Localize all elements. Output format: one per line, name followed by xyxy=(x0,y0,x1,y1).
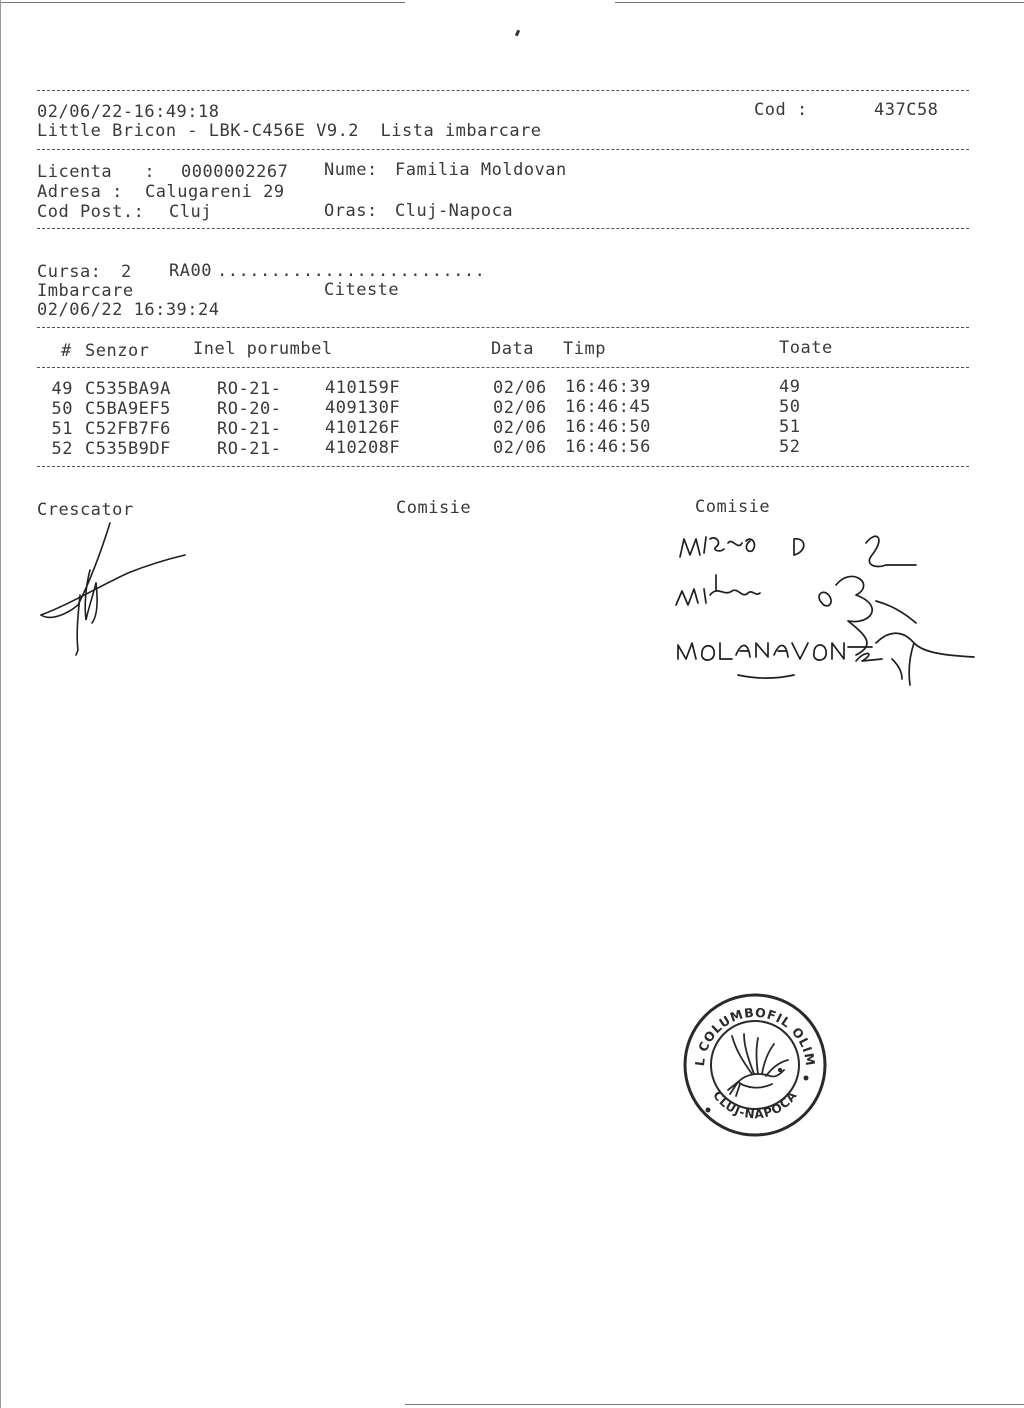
row-timp: 16:46:39 xyxy=(565,377,651,397)
scan-edge-bottom xyxy=(405,1404,1024,1405)
divider xyxy=(37,466,969,467)
scan-edge-left xyxy=(0,0,1,1408)
oras-label: Oras: xyxy=(324,201,378,221)
crescator-signature xyxy=(38,515,188,660)
col-header-data: Data xyxy=(491,339,534,359)
divider xyxy=(37,149,969,150)
row-num: 49 xyxy=(51,379,73,399)
row-inel-prefix: RO-21- xyxy=(217,419,282,439)
adresa-value: Calugareni 29 xyxy=(145,182,285,202)
row-data: 02/06 xyxy=(493,378,547,398)
cod-value: 437C58 xyxy=(874,100,939,120)
cod-label: Cod : xyxy=(754,100,808,120)
row-data: 02/06 xyxy=(493,418,547,438)
comisie-label: Comisie xyxy=(396,498,472,518)
row-inel-prefix: RO-20- xyxy=(217,399,282,419)
row-num: 52 xyxy=(51,439,73,459)
row-inel-prefix: RO-21- xyxy=(217,439,282,459)
dot-leader: ......................... xyxy=(217,261,486,281)
codpost-label: Cod Post.: xyxy=(37,202,145,222)
row-toate: 51 xyxy=(779,417,801,437)
header-title: Little Bricon - LBK-C456E V9.2 Lista imbarcare xyxy=(37,121,542,141)
cursa-label: Cursa: xyxy=(37,262,102,282)
licenta-value: 0000002267 xyxy=(181,162,289,182)
scan-edge-top-left xyxy=(0,2,405,3)
row-senzor: C535BA9A xyxy=(85,379,171,399)
crescator-label: Crescator xyxy=(37,500,134,520)
col-header-toate: Toate xyxy=(779,338,833,358)
scan-speck xyxy=(515,30,520,37)
row-inel-nr: 410159F xyxy=(325,378,401,398)
comisie-label: Comisie xyxy=(695,497,771,517)
col-header-timp: Timp xyxy=(563,339,606,359)
divider xyxy=(37,228,969,229)
codpost-value: Cluj xyxy=(169,202,212,222)
row-data: 02/06 xyxy=(493,438,547,458)
col-header-inel: Inel porumbel xyxy=(193,339,333,359)
col-header-num: # xyxy=(61,341,72,361)
row-timp: 16:46:56 xyxy=(565,437,651,457)
row-num: 51 xyxy=(51,419,73,439)
row-inel-prefix: RO-21- xyxy=(217,379,282,399)
row-senzor: C535B9DF xyxy=(85,439,171,459)
stamp-text-bottom: CLUJ-NAPOCA xyxy=(710,1088,800,1122)
col-header-senzor: Senzor xyxy=(85,341,150,361)
row-inel-nr: 410126F xyxy=(325,418,401,438)
adresa-label: Adresa : xyxy=(37,182,123,202)
oras-value: Cluj-Napoca xyxy=(395,201,514,221)
row-inel-nr: 410208F xyxy=(325,438,401,458)
row-inel-nr: 409130F xyxy=(325,398,401,418)
header-datetime: 02/06/22-16:49:18 xyxy=(37,102,220,122)
row-senzor: C5BA9EF5 xyxy=(85,399,171,419)
nume-label: Nume: xyxy=(324,160,378,180)
comisie-signatures xyxy=(676,525,976,690)
scan-edge-top-right xyxy=(615,2,1024,3)
divider xyxy=(37,90,969,91)
row-timp: 16:46:50 xyxy=(565,417,651,437)
citeste-label: Citeste xyxy=(324,280,400,300)
nume-value: Familia Moldovan xyxy=(395,160,567,180)
imbarcare-datetime: 02/06/22 16:39:24 xyxy=(37,300,220,320)
imbarcare-label: Imbarcare xyxy=(37,281,134,301)
row-toate: 52 xyxy=(779,437,801,457)
licenta-label: Licenta : xyxy=(37,162,156,182)
divider xyxy=(37,367,969,368)
ra-code: RA00 xyxy=(169,261,212,281)
row-senzor: C52FB7F6 xyxy=(85,419,171,439)
svg-text:CLUJ-NAPOCA xyxy=(710,1088,800,1121)
cursa-value: 2 xyxy=(121,262,132,282)
row-timp: 16:46:45 xyxy=(565,397,651,417)
stamp-text-top: CLUBUL COLUMBOFIL OLIMPIA 04 xyxy=(674,978,819,1068)
row-num: 50 xyxy=(51,399,73,419)
divider xyxy=(37,327,969,328)
row-toate: 49 xyxy=(779,377,801,397)
club-stamp xyxy=(674,978,830,1140)
row-data: 02/06 xyxy=(493,398,547,418)
row-toate: 50 xyxy=(779,397,801,417)
dove-icon xyxy=(728,1034,788,1096)
